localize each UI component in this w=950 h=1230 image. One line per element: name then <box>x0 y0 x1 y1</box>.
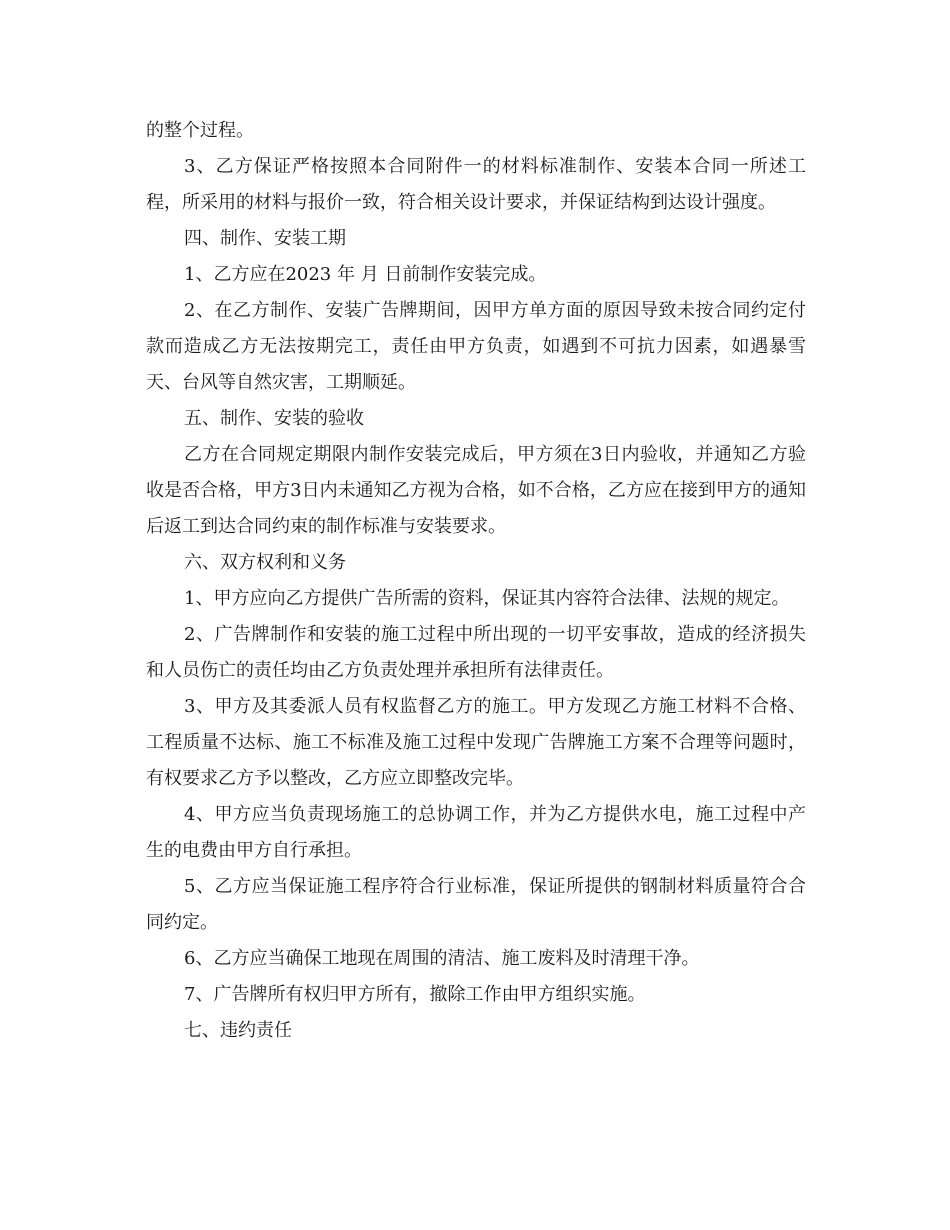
paragraph: 3、乙方保证严格按照本合同附件一的材料标准制作、安装本合同一所述工程，所采用的材料与报价一致，符合相关设计要求，并保证结构到达设计强度。 <box>146 156 806 213</box>
paragraph: 4、甲方应当负责现场施工的总协调工作，并为乙方提供水电，施工过程中产生的电费由甲方自行承担。 <box>146 804 806 861</box>
paragraph: 乙方在合同规定期限内制作安装完成后，甲方须在3日内验收，并通知乙方验收是否合格，甲方3日内未通知乙方视为合格，如不合格，乙方应在接到甲方的通知后返工到达合同约束的制作标准与安装要求。 <box>146 444 806 537</box>
paragraph: 的整个过程。 <box>146 120 254 141</box>
section-heading: 六、双方权利和义务 <box>184 552 346 573</box>
paragraph: 3、甲方及其委派人员有权监督乙方的施工。甲方发现乙方施工材料不合格、工程质量不达标、施工不标准及施工过程中发现广告牌施工方案不合理等问题时，有权要求乙方予以整改，乙方应立即整改完毕。 <box>146 696 806 789</box>
section-heading: 四、制作、安装工期 <box>184 228 346 249</box>
document-body <box>146 113 806 1049</box>
section-heading: 七、违约责任 <box>184 1020 292 1041</box>
paragraph: 7、广告牌所有权归甲方所有，撤除工作由甲方组织实施。 <box>184 984 646 1005</box>
paragraph: 6、乙方应当确保工地现在周围的清洁、施工废料及时清理干净。 <box>184 948 700 969</box>
paragraph: 2、广告牌制作和安装的施工过程中所出现的一切平安事故，造成的经济损失和人员伤亡的责任均由乙方负责处理并承担所有法律责任。 <box>146 624 806 681</box>
paragraph: 1、甲方应向乙方提供广告所需的资料，保证其内容符合法律、法规的规定。 <box>184 588 790 609</box>
paragraph: 2、在乙方制作、安装广告牌期间，因甲方单方面的原因导致未按合同约定付款而造成乙方无法按期完工，责任由甲方负责，如遇到不可抗力因素，如遇暴雪天、台风等自然灾害，工期顺延。 <box>146 300 806 393</box>
section-heading: 五、制作、安装的验收 <box>184 408 364 429</box>
paragraph: 5、乙方应当保证施工程序符合行业标准，保证所提供的钢制材料质量符合合同约定。 <box>146 876 806 933</box>
paragraph: 1、乙方应在2023 年 月 日前制作安装完成。 <box>184 264 547 285</box>
